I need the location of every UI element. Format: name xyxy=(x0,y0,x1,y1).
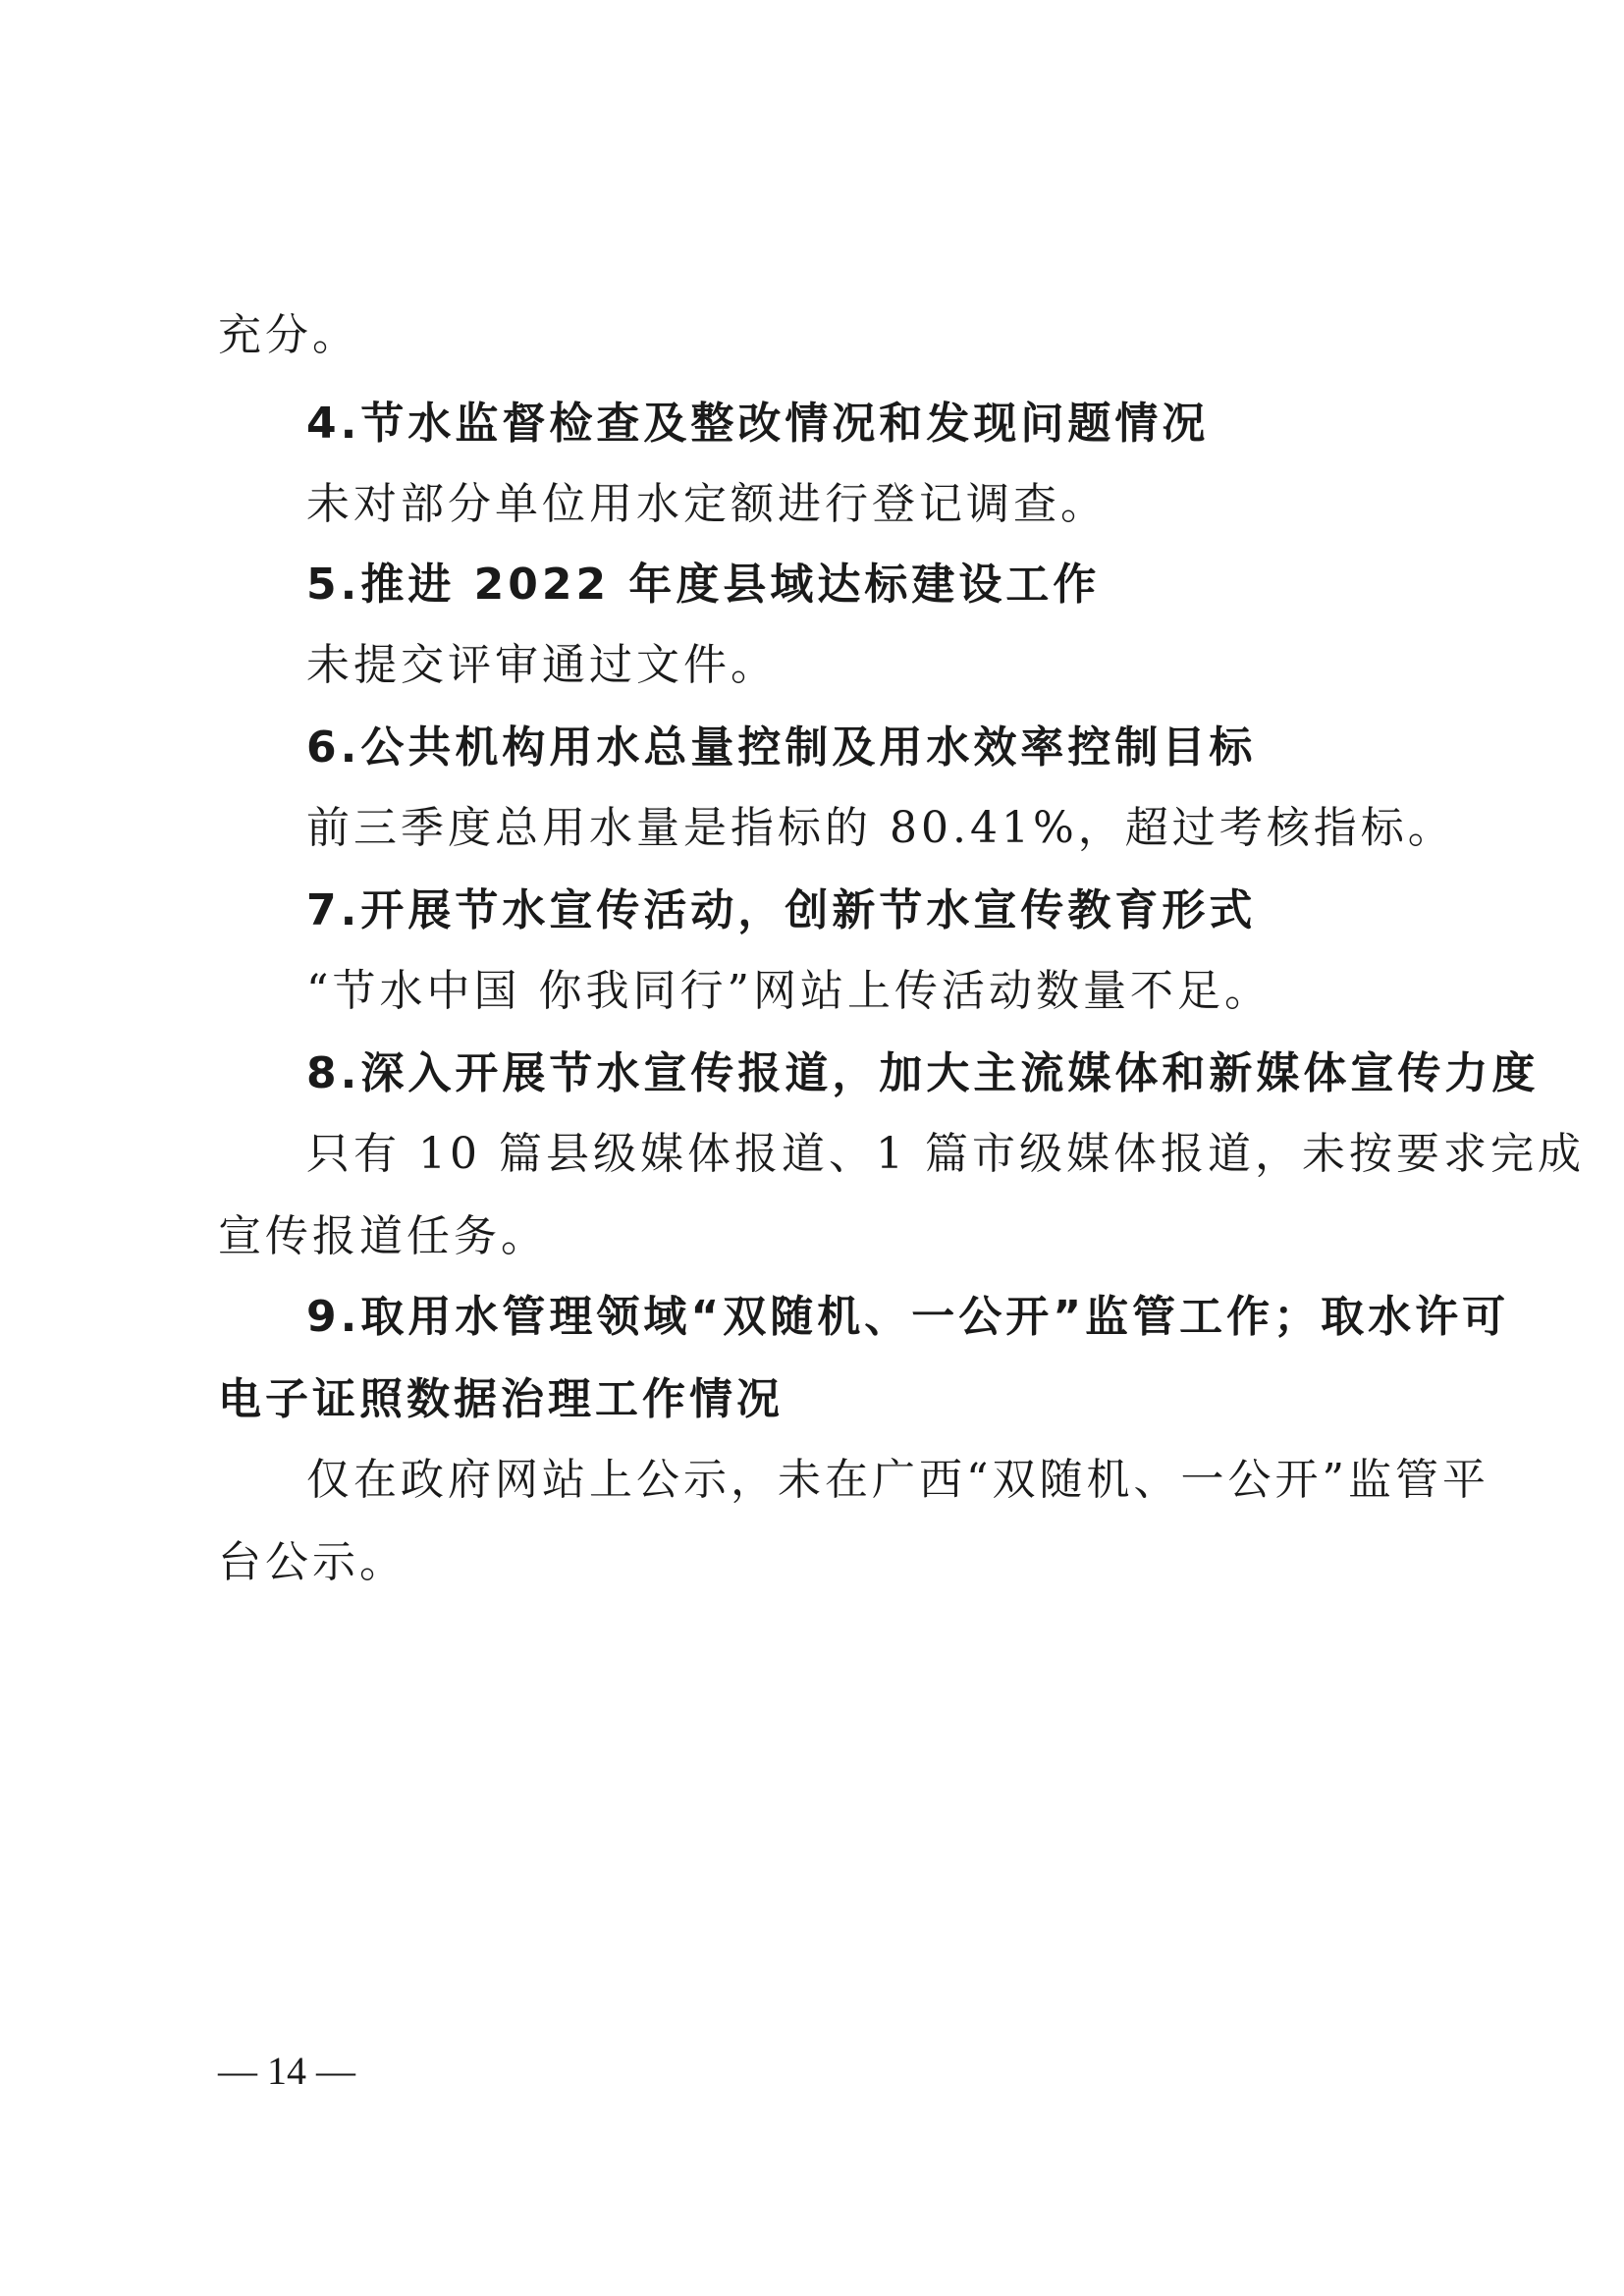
section-heading-4: 4.节水监督检查及整改情况和发现问题情况 xyxy=(306,399,1210,449)
section-heading-9-continued: 电子证照数据治理工作情况 xyxy=(218,1374,784,1424)
body-text-line: 宣传报道任务。 xyxy=(218,1211,548,1261)
section-heading-6: 6.公共机构用水总量控制及用水效率控制目标 xyxy=(306,722,1257,773)
section-heading-8: 8.深入开展节水宣传报道，加大主流媒体和新媒体宣传力度 xyxy=(306,1048,1540,1098)
section-heading-7: 7.开展节水宣传活动，创新节水宣传教育形式 xyxy=(306,885,1257,935)
body-text-line: 只有 10 篇县级媒体报道、1 篇市级媒体报道，未按要求完成 xyxy=(306,1129,1585,1179)
body-text-line: 未对部分单位用水定额进行登记调查。 xyxy=(306,479,1108,529)
section-heading-5: 5.推进 2022 年度县域达标建设工作 xyxy=(306,560,1101,610)
body-text-line: 台公示。 xyxy=(218,1537,406,1587)
body-text-line: 仅在政府网站上公示，未在广西“双随机、一公开”监管平 xyxy=(306,1455,1489,1505)
body-text-line: “节水中国 你我同行”网站上传活动数量不足。 xyxy=(306,966,1272,1016)
section-heading-9: 9.取用水管理领域“双随机、一公开”监管工作；取水许可 xyxy=(306,1292,1510,1342)
body-text-line: 未提交评审通过文件。 xyxy=(306,640,778,690)
page-number: — 14 — xyxy=(218,2049,355,2093)
body-text-line: 前三季度总用水量是指标的 80.41%，超过考核指标。 xyxy=(306,803,1455,853)
body-text-line: 充分。 xyxy=(218,310,359,360)
